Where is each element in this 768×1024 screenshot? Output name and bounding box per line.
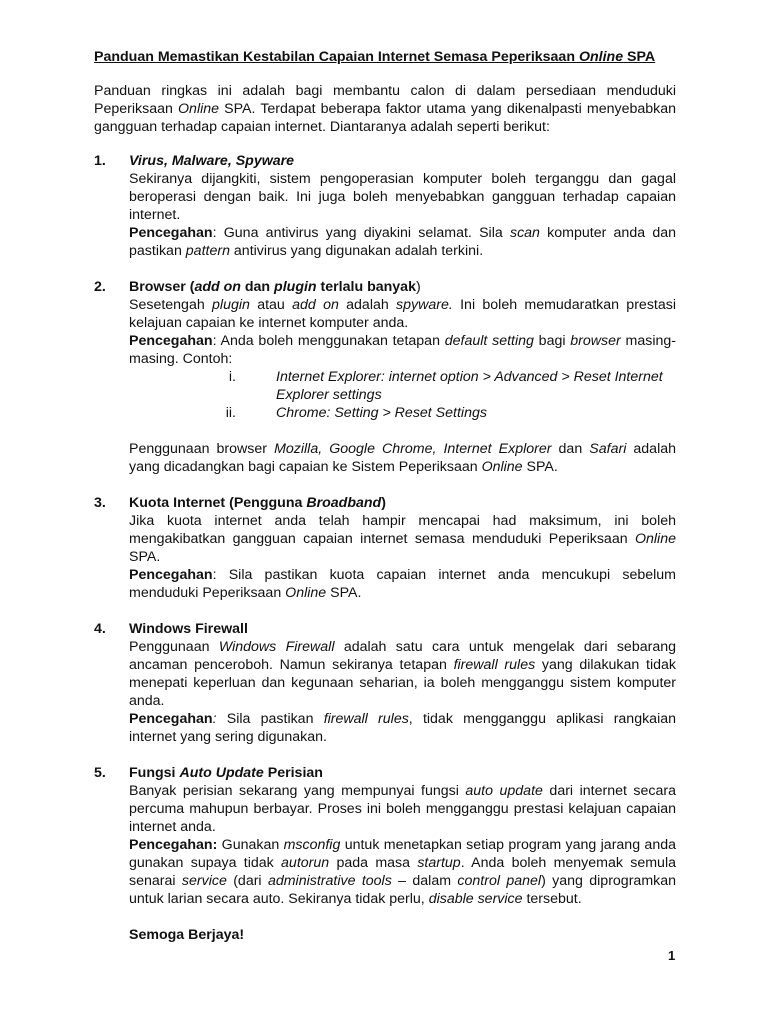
example-list [129, 368, 676, 422]
section-auto-update [94, 764, 676, 908]
recommended-browsers: Penggunaan browser Mozilla, Google Chrome, Internet Explorer dan Safari adalah yang dicadangkan bagi capaian ke Sistem Peperiksaan Online SPA. [129, 441, 677, 475]
section-heading: Browser (add on dan plugin terlalu banyak) [129, 279, 421, 295]
prevention-paragraph: Pencegahan: Anda boleh menggunakan tetapan default setting bagi browser masing-masing. Contoh: [129, 333, 676, 367]
page-number: 1 [668, 948, 676, 963]
prevention-paragraph: Pencegahan: Gunakan msconfig untuk menetapkan setiap program yang jarang anda gunakan supaya tidak autorun pada masa startup. Anda boleh menyemak semula senarai service (dari administrative tools – dalam control panel) yang diprogramkan untuk larian secara auto. Sekiranya tidak perlu, disable service tersebut. [129, 837, 677, 907]
section-browser [94, 278, 676, 476]
section-number: 4. [94, 621, 106, 637]
example-item: ii. Chrome: Setting > Reset Settings [225, 405, 487, 421]
section-heading: Windows Firewall [129, 621, 248, 637]
section-firewall [94, 620, 676, 746]
section-body: Penggunaan Windows Firewall adalah satu cara untuk mengelak dari sebarang ancaman penceroboh. Namun sekiranya tetapan firewall rules yang dilakukan tidak menepati keperluan dan kegunaan seharian, ia boleh mengganggu sistem komputer anda. [129, 639, 676, 709]
section-body: Banyak perisian sekarang yang mempunyai fungsi auto update dari internet secara percuma mahupun berbayar. Proses ini boleh mengganggu prestasi kelajuan capaian internet anda. [129, 783, 677, 835]
section-body: Sekiranya dijangkiti, sistem pengoperasian komputer boleh terganggu dan gagal beroperasi dengan baik. Ini juga boleh menyebabkan gangguan terhadap capaian internet. [129, 171, 676, 223]
closing-remark: Semoga Berjaya! [129, 927, 245, 943]
section-quota [94, 494, 676, 602]
document-page [94, 48, 676, 944]
section-number: 2. [94, 279, 106, 295]
section-heading: Kuota Internet (Pengguna Broadband) [129, 495, 386, 511]
intro-paragraph: Panduan ringkas ini adalah bagi membantu calon di dalam persediaan menduduki Peperiksaan Online SPA. Terdapat beberapa faktor utama yang dikenalpasti menyebabkan gangguan terhadap capaian internet. Diantaranya adalah seperti berikut: [94, 83, 677, 135]
section-heading: Fungsi Auto Update Perisian [129, 765, 323, 781]
section-body: Sesetengah plugin atau add on adalah spyware. Ini boleh memudaratkan prestasi kelajuan capaian ke internet komputer anda. [129, 297, 676, 331]
section-number: 3. [94, 495, 106, 511]
prevention-paragraph: Pencegahan: Sila pastikan kuota capaian internet anda mencukupi sebelum menduduki Peperiksaan Online SPA. [129, 567, 676, 601]
prevention-paragraph: Pencegahan: Sila pastikan firewall rules, tidak mengganggu aplikasi rangkaian internet yang sering digunakan. [129, 711, 677, 745]
section-body: Jika kuota internet anda telah hampir mencapai had maksimum, ini boleh mengakibatkan gangguan capaian internet semasa menduduki Peperiksaan Online SPA. [129, 513, 676, 565]
document-title: Panduan Memastikan Kestabilan Capaian Internet Semasa Peperiksaan Online SPA [94, 49, 656, 65]
section-heading: Virus, Malware, Spyware [129, 153, 295, 169]
example-item: i. Internet Explorer: internet option > Advanced > Reset Internet Explorer settings [228, 369, 663, 403]
section-virus [94, 152, 676, 260]
prevention-paragraph: Pencegahan: Guna antivirus yang diyakini selamat. Sila scan komputer anda dan pastikan pattern antivirus yang digunakan adalah terkini. [129, 225, 676, 259]
section-number: 5. [94, 765, 106, 781]
section-number: 1. [94, 153, 106, 169]
